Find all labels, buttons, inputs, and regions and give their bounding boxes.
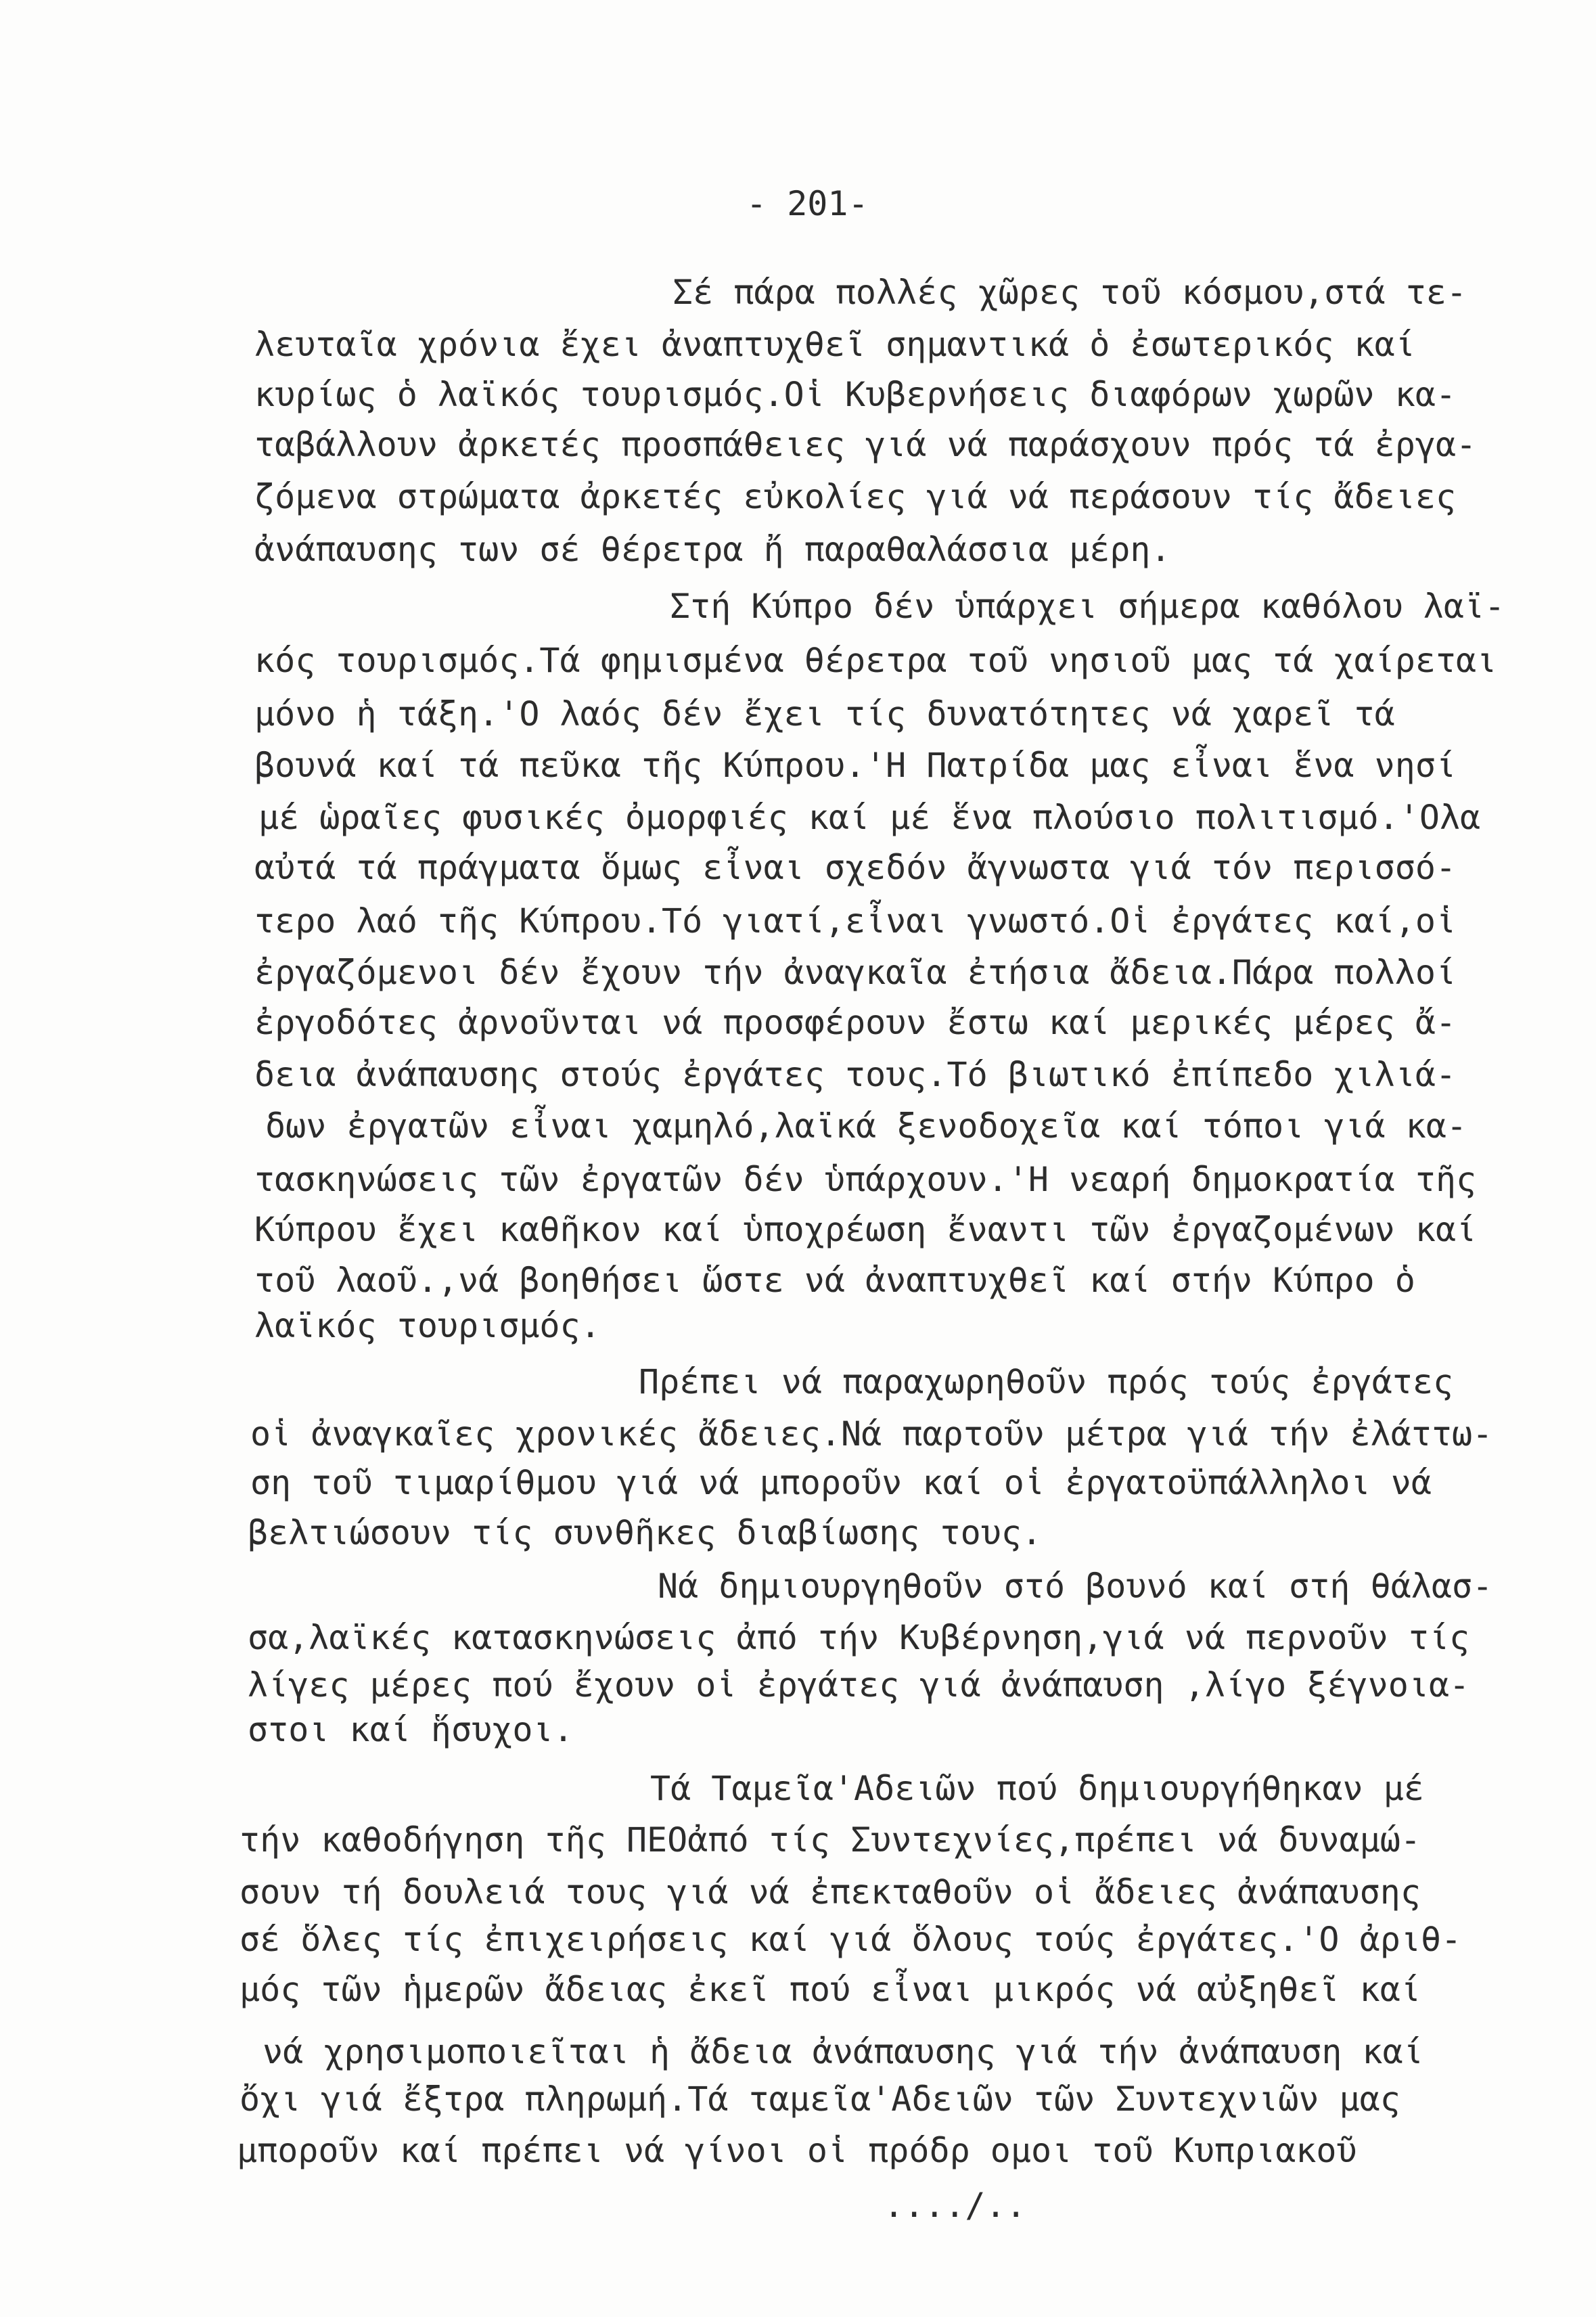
text-line: Νά δημιουργηθοῦν στό βουνό καί στή θάλασ- (658, 1567, 1493, 1606)
text-line: σέ ὅλες τίς ἐπιχειρήσεις καί γιά ὅλους τούς ἐργάτες.'Ο ἀριθ- (240, 1920, 1462, 1959)
text-line: δεια ἀνάπαυσης στούς ἐργάτες τους.Τό βιωτικό ἐπίπεδο χιλιά- (254, 1055, 1457, 1094)
text-line: ἐργοδότες ἀρνοῦνται νά προσφέρουν ἔστω καί μερικές μέρες ἄ- (254, 1003, 1457, 1042)
text-line: μός τῶν ἡμερῶν ἄδειας ἐκεῖ πού εἶναι μικρός νά αὐξηθεῖ καί (240, 1970, 1421, 2009)
text-line: νά χρησιμοποιεῖται ἡ ἄδεια ἀνάπαυσης γιά τήν ἀνάπαυση καί (263, 2032, 1423, 2071)
text-line: τήν καθοδήγηση τῆς ΠΕΟἀπό τίς Συντεχνίες,πρέπει νά δυναμώ- (240, 1820, 1421, 1860)
text-line: δων ἐργατῶν εἶναι χαμηλό,λαϊκά ξενοδοχεῖα καί τόποι γιά κα- (265, 1106, 1467, 1146)
page-number: - 201- (746, 184, 869, 223)
text-line: κός τουρισμός.Τά φημισμένα θέρετρα τοῦ νησιοῦ μας τά χαίρεται (254, 641, 1497, 680)
text-line: Στή Κύπρο δέν ὑπάρχει σήμερα καθόλου λαϊ- (670, 587, 1505, 626)
text-line: λευταῖα χρόνια ἔχει ἀναπτυχθεῖ σημαντικά ὁ ἐσωτερικός καί (254, 325, 1415, 364)
continuation-mark: ..../.. (884, 2186, 1026, 2225)
text-line: τασκηνώσεις τῶν ἐργατῶν δέν ὑπάρχουν.'Η νεαρή δημοκρατία τῆς (254, 1160, 1477, 1199)
text-line: ταβάλλουν ἀρκετές προσπάθειες γιά νά παράσχουν πρός τά ἐργα- (254, 425, 1477, 464)
text-line: ὄχι γιά ἔξτρα πληρωμή.Τά ταμεῖα'Αδειῶν τῶν Συντεχνιῶν μας (240, 2079, 1400, 2119)
text-line: λίγες μέρες πού ἔχουν οἱ ἐργάτες γιά ἀνάπαυση ,λίγο ξέγνοια- (248, 1665, 1470, 1705)
text-line: μόνο ἡ τάξη.'Ο λαός δέν ἔχει τίς δυνατότητες νά χαρεῖ τά (254, 694, 1395, 734)
text-line: ση τοῦ τιμαρίθμου γιά νά μποροῦν καί οἱ ἐργατοϋπάλληλοι νά (250, 1463, 1432, 1502)
text-line: τοῦ λαοῦ.,νά βοηθήσει ὥστε νά ἀναπτυχθεῖ καί στήν Κύπρο ὁ (254, 1261, 1415, 1300)
text-line: σουν τή δουλειά τους γιά νά ἐπεκταθοῦν οἱ ἄδειες ἀνάπαυσης (240, 1872, 1421, 1912)
text-line: Πρέπει νά παραχωρηθοῦν πρός τούς ἐργάτες (639, 1362, 1454, 1401)
text-line: τερο λαό τῆς Κύπρου.Τό γιατί,εἶναι γνωστό.Οἱ ἐργάτες καί,οἱ (254, 901, 1457, 941)
text-line: λαϊκός τουρισμός. (254, 1306, 601, 1345)
text-line: μέ ὡραῖες φυσικές ὀμορφιές καί μέ ἕνα πλούσιο πολιτισμό.'Ολα (258, 798, 1481, 837)
text-line: μποροῦν καί πρέπει νά γίνοι οἱ πρόδρ ομοι τοῦ Κυπριακοῦ (237, 2131, 1357, 2170)
text-line: Κύπρου ἔχει καθῆκον καί ὑποχρέωση ἔναντι τῶν ἐργαζομένων καί (254, 1210, 1477, 1249)
text-line: στοι καί ἥσυχοι. (248, 1710, 574, 1749)
text-line: σα,λαϊκές κατασκηνώσεις ἀπό τήν Κυβέρνηση,γιά νά περνοῦν τίς (248, 1618, 1470, 1657)
text-line: κυρίως ὁ λαϊκός τουρισμός.Οἱ Κυβερνήσεις διαφόρων χωρῶν κα- (254, 375, 1457, 414)
text-line: βουνά καί τά πεῦκα τῆς Κύπρου.'Η Πατρίδα μας εἶναι ἕνα νησί (254, 746, 1457, 785)
text-line: Τά Ταμεῖα'Αδειῶν πού δημιουργήθηκαν μέ (650, 1769, 1424, 1808)
text-line: ἐργαζόμενοι δέν ἔχουν τήν ἀναγκαῖα ἐτήσια ἄδεια.Πάρα πολλοί (254, 953, 1457, 992)
text-line: ζόμενα στρώματα ἀρκετές εὐκολίες γιά νά περάσουν τίς ἄδειες (254, 477, 1457, 516)
text-line: οἱ ἀναγκαῖες χρονικές ἄδειες.Νά παρτοῦν μέτρα γιά τήν ἐλάττω- (250, 1414, 1493, 1454)
text-line: αὐτά τά πράγματα ὅμως εἶναι σχεδόν ἄγνωστα γιά τόν περισσό- (254, 848, 1457, 887)
text-line: ἀνάπαυσης των σέ θέρετρα ἤ παραθαλάσσια μέρη. (254, 530, 1171, 569)
text-line: βελτιώσουν τίς συνθῆκες διαβίωσης τους. (248, 1513, 1042, 1552)
text-line: Σέ πάρα πολλές χῶρες τοῦ κόσμου,στά τε- (672, 273, 1467, 312)
